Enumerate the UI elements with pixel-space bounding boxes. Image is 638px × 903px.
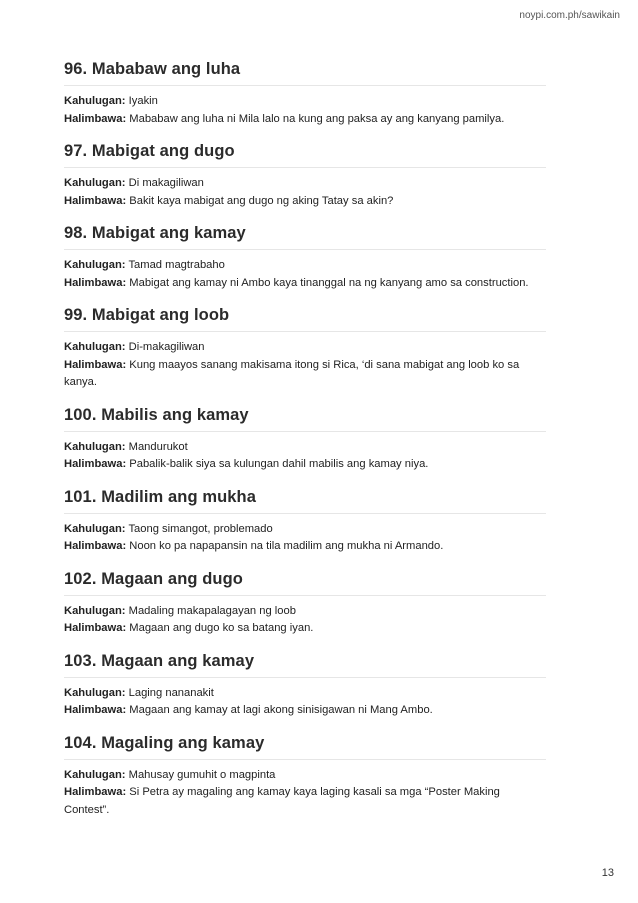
kahulugan-line [64,685,546,703]
halimbawa-text: Bakit kaya mabigat ang dugo ng aking Tatay sa akin? [129,194,394,207]
entry-body [64,685,546,720]
kahulugan-text: Mandurukot [128,440,188,453]
entry-title: 96. Mababaw ang luha [64,60,546,86]
entry [64,652,546,720]
kahulugan-label: Kahulugan: [64,341,126,353]
halimbawa-label: Halimbawa: [64,622,127,634]
entry [64,488,546,556]
halimbawa-text: Si Petra ay magaling ang kamay kaya laging kasali sa mga “Poster Making Contest”. [64,786,500,816]
halimbawa-text: Mababaw ang luha ni Mila lalo na kung ang paksa ay ang kanyang pamilya. [129,112,505,125]
entry-title: 97. Mabigat ang dugo [64,142,546,168]
entry-body [64,339,546,392]
entry-title: 103. Magaan ang kamay [64,652,546,678]
entry [64,570,546,638]
entry [64,734,546,820]
kahulugan-line [64,521,546,539]
halimbawa-label: Halimbawa: [64,194,127,207]
entry-body [64,521,546,556]
kahulugan-label: Kahulugan: [64,686,126,699]
entry-title: 101. Madilim ang mukha [64,488,546,514]
kahulugan-line [64,603,546,621]
entry-body [64,175,546,210]
halimbawa-text: Noon ko pa napapansin na tila madilim ang mukha ni Armando. [129,540,444,552]
halimbawa-line [64,702,546,720]
kahulugan-text: Madaling makapalagayan ng loob [128,604,296,617]
kahulugan-line [64,175,546,193]
sawikain-list [64,60,546,833]
kahulugan-line [64,257,546,275]
kahulugan-text: Di-makagiliwan [128,341,205,353]
entry [64,406,546,474]
entry-body [64,93,546,128]
entry [64,306,546,392]
kahulugan-line [64,439,546,457]
kahulugan-text: Laging nananakit [128,686,214,699]
halimbawa-label: Halimbawa: [64,276,127,289]
kahulugan-label: Kahulugan: [64,259,126,271]
halimbawa-text: Kung maayos sanang makisama itong si Rica, ‘di sana mabigat ang loob ko sa kanya. [64,358,520,388]
halimbawa-line [64,620,546,638]
halimbawa-line [64,193,546,211]
header-url: noypi.com.ph/sawikain [519,10,620,21]
kahulugan-line [64,767,546,785]
kahulugan-line [64,93,546,111]
kahulugan-label: Kahulugan: [64,95,126,107]
kahulugan-line [64,339,546,357]
kahulugan-text: Di makagiliwan [128,177,204,189]
kahulugan-text: Mahusay gumuhit o magpinta [128,768,276,781]
halimbawa-text: Pabalik-balik siya sa kulungan dahil mabilis ang kamay niya. [129,458,429,470]
halimbawa-line [64,784,546,819]
entry [64,224,546,292]
entry-body [64,439,546,474]
page-number: 13 [601,867,614,879]
entry-body [64,603,546,638]
entry-title: 98. Mabigat ang kamay [64,224,546,250]
halimbawa-line [64,357,546,392]
halimbawa-label: Halimbawa: [64,540,127,552]
entry-title: 104. Magaling ang kamay [64,734,546,760]
halimbawa-label: Halimbawa: [64,786,127,798]
halimbawa-label: Halimbawa: [64,358,127,371]
halimbawa-label: Halimbawa: [64,112,127,125]
entry-body [64,767,546,820]
halimbawa-text: Magaan ang dugo ko sa batang iyan. [129,622,314,634]
entry-title: 100. Mabilis ang kamay [64,406,546,432]
entry-title: 99. Mabigat ang loob [64,306,546,332]
kahulugan-label: Kahulugan: [64,522,126,535]
halimbawa-line [64,275,546,293]
kahulugan-label: Kahulugan: [64,604,126,617]
entry-body [64,257,546,292]
kahulugan-label: Kahulugan: [64,440,126,453]
halimbawa-line [64,111,546,129]
halimbawa-line [64,456,546,474]
kahulugan-text: Taong simangot, problemado [128,522,273,535]
halimbawa-line [64,538,546,556]
kahulugan-text: Tamad magtrabaho [128,259,225,271]
halimbawa-label: Halimbawa: [64,458,127,470]
kahulugan-label: Kahulugan: [64,177,126,189]
halimbawa-text: Mabigat ang kamay ni Ambo kaya tinanggal na ng kanyang amo sa construction. [129,276,529,289]
halimbawa-label: Halimbawa: [64,704,127,716]
entry [64,142,546,210]
halimbawa-text: Magaan ang kamay at lagi akong sinisigawan ni Mang Ambo. [129,704,433,716]
kahulugan-text: Iyakin [128,95,158,107]
entry-title: 102. Magaan ang dugo [64,570,546,596]
entry [64,60,546,128]
kahulugan-label: Kahulugan: [64,768,126,781]
